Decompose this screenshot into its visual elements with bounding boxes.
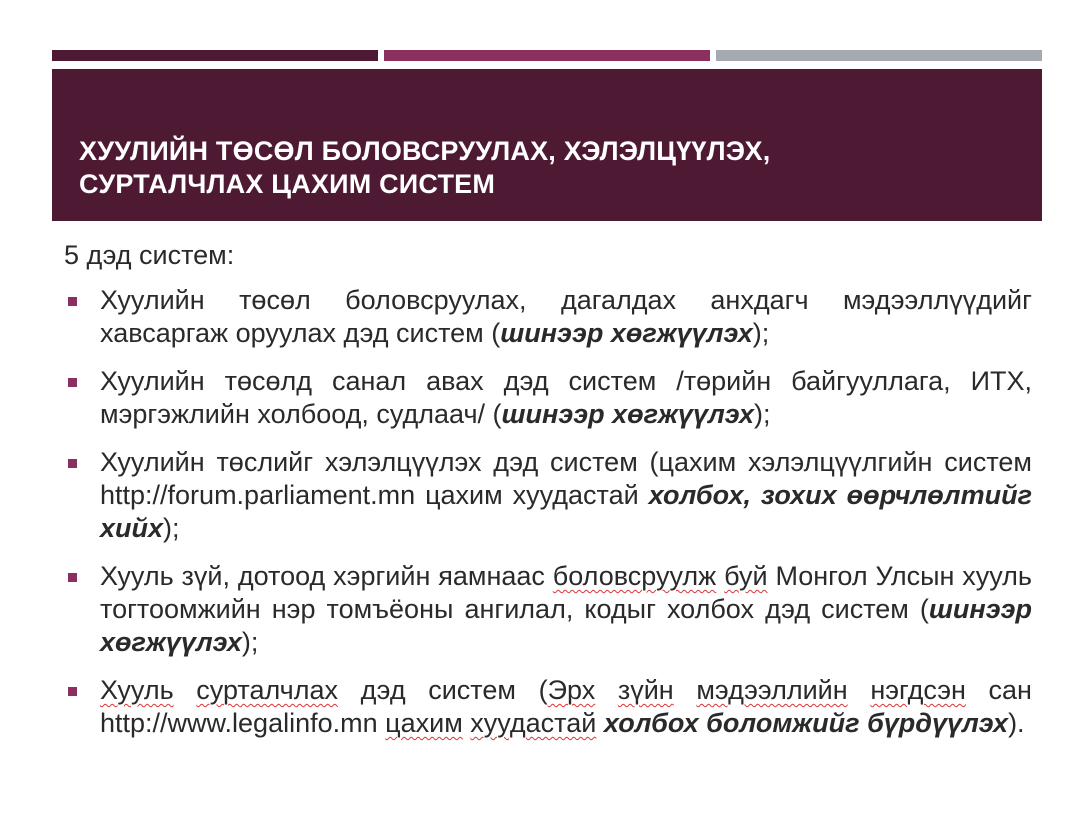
- item-emphasis: холбох боломжийг бүрдүүлэх: [603, 708, 1009, 738]
- item-text: Хуулийн төсөлд санал авах дэд систем /төрийн байгууллага, ИТХ, мэргэжлийн холбоод, судлаач/ (: [100, 366, 1032, 429]
- spellcheck-word: цахим: [385, 708, 463, 738]
- accent-bar-gray: [716, 50, 1042, 61]
- spellcheck-word: Эрх: [547, 675, 596, 705]
- square-bullet-icon: [68, 297, 77, 306]
- item-text: сан http://www.legalinfo.mn: [100, 675, 1032, 738]
- item-text: Хуулийн төсөл боловсруулах, дагалдах анхдагч мэдээллүүдийг хавсаргаж оруулах дэд систем (: [100, 285, 1032, 348]
- slide-body: [64, 238, 1032, 755]
- list-item: [64, 446, 1032, 545]
- square-bullet-icon: [68, 687, 77, 696]
- item-emphasis: холбох, зохих өөрчлөлтийг хийх: [100, 480, 1032, 543]
- list-item: [64, 674, 1032, 740]
- top-accent-bars: [52, 50, 1042, 61]
- item-text: [174, 675, 197, 705]
- slide-title-line-2: СУРТАЛЧЛАХ ЦАХИМ СИСТЕМ: [79, 169, 496, 199]
- item-text: );: [163, 513, 180, 543]
- accent-bar-dark: [52, 50, 378, 61]
- slide-title-line-1: ХУУЛИЙН ТӨСӨЛ БОЛОВСРУУЛАХ, ХЭЛЭЛЦҮҮЛЭХ,: [79, 136, 771, 166]
- item-text: );: [241, 627, 259, 657]
- spellcheck-word: нэгдсэн: [870, 675, 966, 705]
- item-text: дэд систем (: [337, 675, 548, 705]
- title-banner: [52, 69, 1042, 221]
- item-text: Хууль зүй, дотоод хэргийн яамнаас: [100, 561, 553, 591]
- list-item: [64, 284, 1032, 350]
- spellcheck-word: зүйн: [617, 675, 674, 705]
- spellcheck-word: буй: [724, 561, 768, 591]
- square-bullet-icon: [68, 573, 77, 582]
- item-text: [674, 675, 697, 705]
- bullet-list: [64, 284, 1032, 740]
- item-text: [595, 675, 618, 705]
- item-text: Хуулийн төслийг хэлэлцүүлэх дэд систем (цахим хэлэлцүүлгийн систем http://forum.parliament.mn цахим хуудастай: [100, 447, 1032, 510]
- list-item: [64, 560, 1032, 659]
- square-bullet-icon: [68, 459, 77, 468]
- list-item: [64, 365, 1032, 431]
- spellcheck-word: боловсруулж: [552, 561, 717, 591]
- spellcheck-word: хуудастай: [470, 708, 597, 738]
- item-text: [716, 561, 724, 591]
- spellcheck-word: сурталчлах: [196, 675, 338, 705]
- item-emphasis: шинээр хөгжүүлэх: [100, 594, 1032, 657]
- accent-bar-magenta: [384, 50, 710, 61]
- item-text: ).: [1008, 708, 1025, 738]
- square-bullet-icon: [68, 378, 77, 387]
- item-text: [596, 708, 604, 738]
- item-text: );: [752, 318, 770, 348]
- spellcheck-word: Хууль: [100, 675, 174, 705]
- spellcheck-word: мэдээллийн: [696, 675, 848, 705]
- intro-text: 5 дэд систем:: [64, 240, 235, 270]
- item-emphasis: шинээр хөгжүүлэх: [500, 318, 753, 348]
- item-text: [848, 675, 871, 705]
- item-text: Монгол Улсын хууль тогтоомжийн нэр томъёоны ангилал, кодыг холбох дэд систем (: [100, 561, 1032, 624]
- slide-title: [79, 135, 770, 201]
- item-text: );: [754, 399, 771, 429]
- item-emphasis: шинээр хөгжүүлэх: [501, 399, 754, 429]
